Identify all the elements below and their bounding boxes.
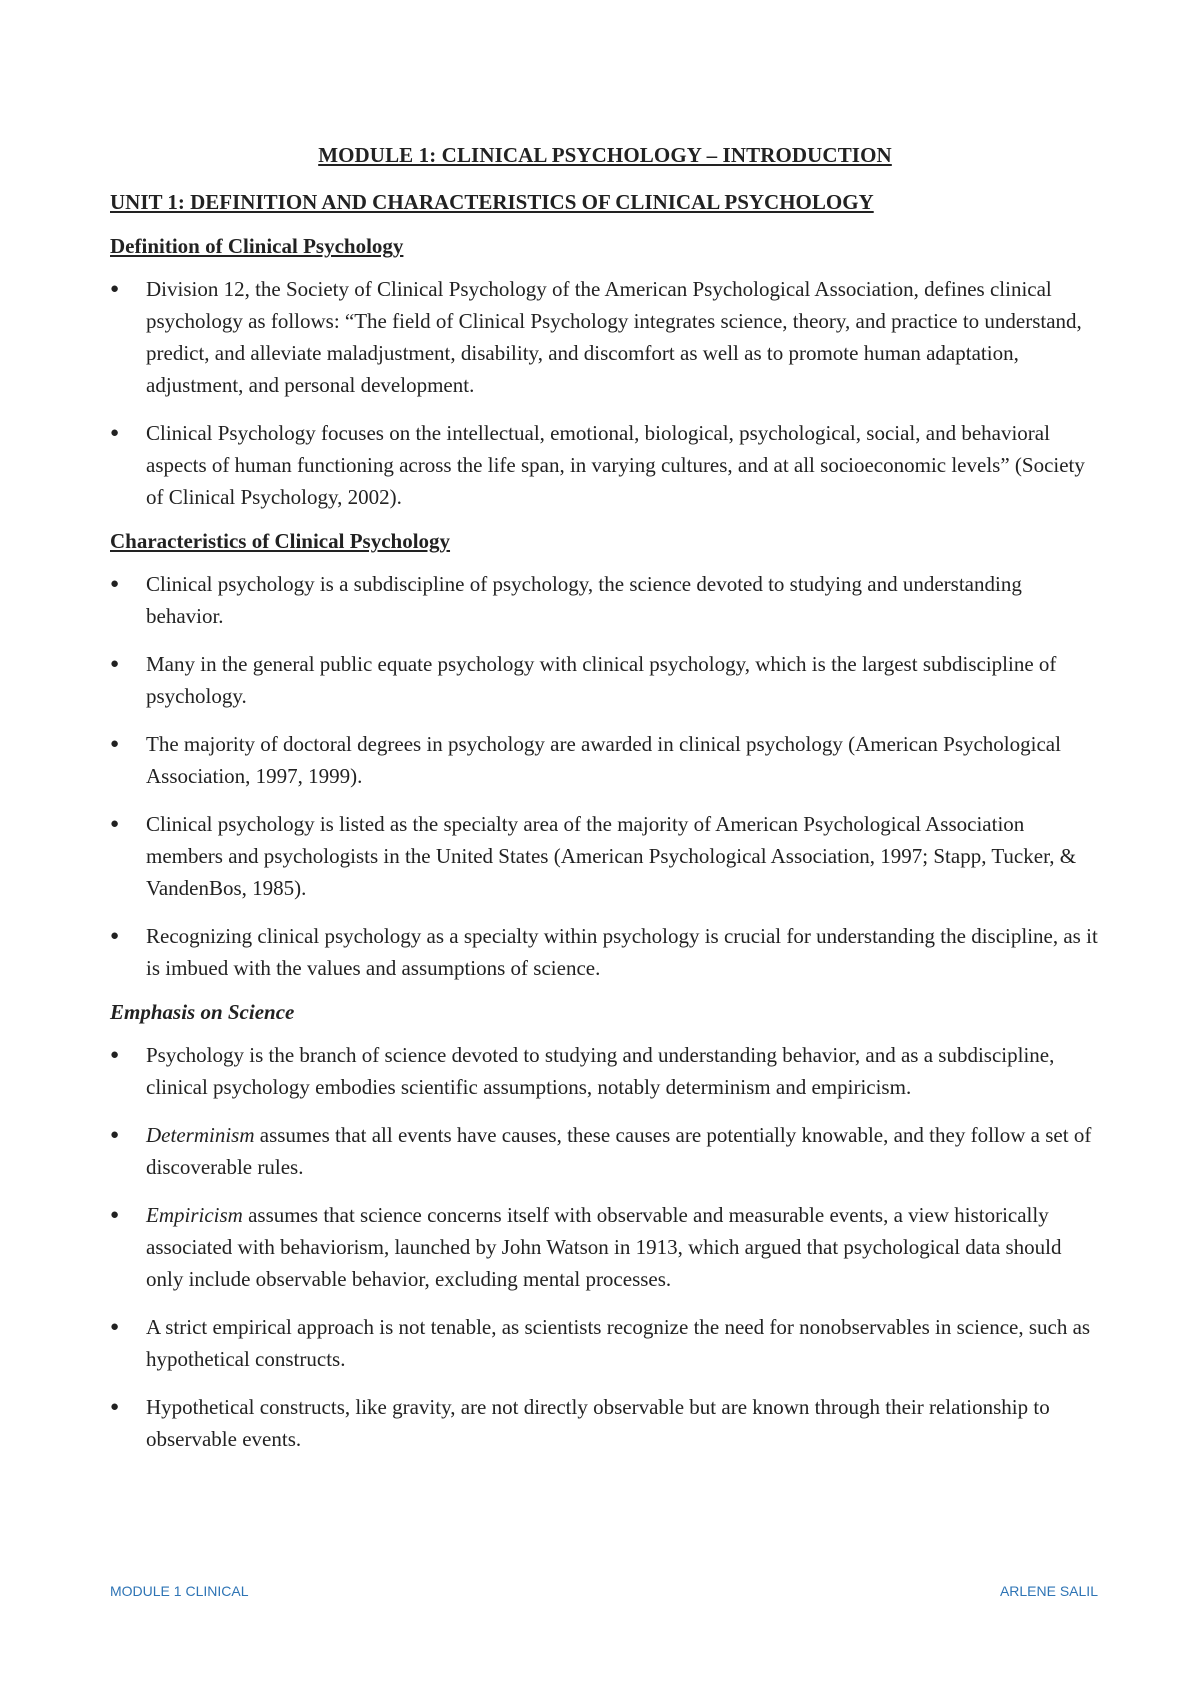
list-item: ● The majority of doctoral degrees in psychology are awarded in clinical psychology (American Psychological Association, 1997, 1999). bbox=[110, 728, 1100, 792]
bullet-icon: ● bbox=[110, 928, 120, 944]
characteristics-list bbox=[110, 568, 1100, 984]
section-characteristics bbox=[110, 529, 1100, 984]
list-item: ● Hypothetical constructs, like gravity, are not directly observable but are known through their relationship to observable events. bbox=[110, 1391, 1100, 1455]
bullet-icon: ● bbox=[110, 1127, 120, 1143]
bullet-icon: ● bbox=[110, 281, 120, 297]
footer-right: ARLENE SALIL bbox=[999, 1583, 1098, 1599]
section-definition bbox=[110, 234, 1100, 513]
section-heading-characteristics: Characteristics of Clinical Psychology bbox=[110, 529, 451, 553]
bullet-icon: ● bbox=[110, 425, 120, 441]
list-item: ● Clinical Psychology focuses on the intellectual, emotional, biological, psychological, social, and behavioral aspects of human functioning across the life span, in varying cultures, and at all socioeconomic levels” (Society of Clinical Psychology, 2002). bbox=[110, 417, 1100, 513]
bullet-icon: ● bbox=[110, 1319, 120, 1335]
bullet-icon: ● bbox=[110, 1207, 120, 1223]
list-item: ● Clinical psychology is listed as the specialty area of the majority of American Psychological Association members and psychologists in the United States (American Psychological Association, 1997; Stapp, Tucker, & VandenBos, 1985). bbox=[110, 808, 1100, 904]
list-item: ● Empiricism assumes that science concerns itself with observable and measurable events, a view historically associated with behaviorism, launched by John Watson in 1913, which argued that psychological data should only include observable behavior, excluding mental processes. bbox=[110, 1199, 1100, 1295]
list-item: ● Many in the general public equate psychology with clinical psychology, which is the largest subdiscipline of psychology. bbox=[110, 648, 1100, 712]
section-heading-emphasis: Emphasis on Science bbox=[110, 1000, 295, 1024]
bullet-icon: ● bbox=[110, 656, 120, 672]
document-body bbox=[110, 143, 1100, 1471]
footer-left: MODULE 1 CLINICAL bbox=[110, 1583, 249, 1599]
bullet-icon: ● bbox=[110, 1047, 120, 1063]
bullet-icon: ● bbox=[110, 736, 120, 752]
term-determinism: Determinism bbox=[146, 1123, 255, 1147]
list-item: ● Determinism assumes that all events have causes, these causes are potentially knowable, and they follow a set of discoverable rules. bbox=[110, 1119, 1100, 1183]
section-heading-definition: Definition of Clinical Psychology bbox=[110, 234, 404, 258]
emphasis-list bbox=[110, 1039, 1100, 1455]
module-title: MODULE 1: CLINICAL PSYCHOLOGY – INTRODUCTION bbox=[318, 143, 892, 167]
list-item: ● Division 12, the Society of Clinical Psychology of the American Psychological Association, defines clinical psychology as follows: “The field of Clinical Psychology integrates science, theory, and practice to understand, predict, and alleviate maladjustment, disability, and discomfort as well as to promote human adaptation, adjustment, and personal development. bbox=[110, 273, 1100, 401]
list-item: ● A strict empirical approach is not tenable, as scientists recognize the need for nonobservables in science, such as hypothetical constructs. bbox=[110, 1311, 1100, 1375]
list-item: ● Clinical psychology is a subdiscipline of psychology, the science devoted to studying and understanding behavior. bbox=[110, 568, 1100, 632]
list-item: ● Psychology is the branch of science devoted to studying and understanding behavior, and as a subdiscipline, clinical psychology embodies scientific assumptions, notably determinism and empiricism. bbox=[110, 1039, 1100, 1103]
bullet-icon: ● bbox=[110, 816, 120, 832]
section-emphasis-science bbox=[110, 1000, 1100, 1455]
bullet-icon: ● bbox=[110, 1399, 120, 1415]
bullet-icon: ● bbox=[110, 576, 120, 592]
term-empiricism: Empiricism bbox=[146, 1203, 243, 1227]
unit-heading: UNIT 1: DEFINITION AND CHARACTERISTICS OF CLINICAL PSYCHOLOGY bbox=[110, 190, 874, 214]
list-item: ● Recognizing clinical psychology as a specialty within psychology is crucial for understanding the discipline, as it is imbued with the values and assumptions of science. bbox=[110, 920, 1100, 984]
definition-list bbox=[110, 273, 1100, 513]
